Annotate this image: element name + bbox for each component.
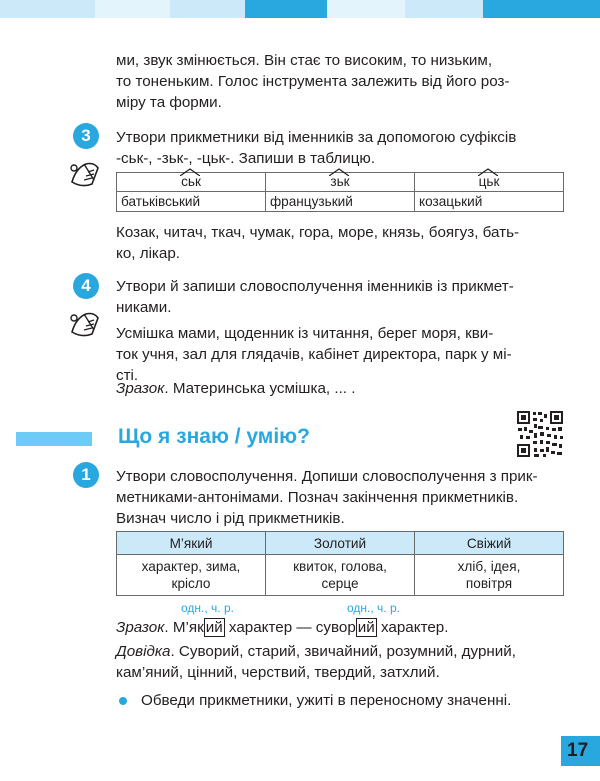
- task1-line-1: Утвори словосполучення. Допиши словосполучення з прик-: [116, 468, 538, 485]
- task4-words-line-2: ток учня, зал для глядачів, кабінет директора, парк у мі-: [116, 346, 512, 363]
- task1-hint-line-2: кам’яний, цінний, черствий, твердий, затхлий.: [116, 664, 440, 681]
- task1-hint-line-1: Довідка. Суворий, старий, звичайний, розумний, дурний,: [116, 643, 516, 660]
- task4-sample: Зразок. Материнська усмішка, ... .: [116, 380, 356, 397]
- intro-line-3: міру та форми.: [116, 94, 222, 111]
- suffix-1: -ськ-: [116, 150, 149, 167]
- task-number-1: 1: [73, 462, 99, 488]
- task1-sample: Зразок. М’як ий характер — сувор ий характер.: [116, 619, 449, 636]
- task3-line-2: -ськ-, -зьк-, -цьк-. Запиши в таблицю.: [116, 150, 376, 167]
- section-title: Що я знаю / умію?: [118, 425, 310, 448]
- antonym-table: [116, 531, 564, 596]
- table-cell: козацький: [415, 192, 564, 212]
- task4-words-line-1: Усмішка мами, щоденник із читання, берег моря, кви-: [116, 325, 494, 342]
- section-accent-bar: [16, 432, 92, 446]
- table-header: Золотий: [266, 532, 415, 555]
- qr-code-icon[interactable]: [516, 410, 564, 458]
- task1-line-3: Визнач число і рід прикметників.: [116, 510, 345, 527]
- task3-words-line-2: ко, лікар.: [116, 245, 181, 262]
- task4-line-2: никами.: [116, 299, 172, 316]
- intro-line-2: то тоненьким. Голос інструмента залежить від його роз-: [116, 73, 510, 90]
- task4-line-1: Утвори й запиши словосполучення іменників із прикмет-: [116, 278, 514, 295]
- top-color-bar: [0, 0, 600, 18]
- grammar-annotation-2: одн., ч. р.: [347, 601, 400, 615]
- grammar-annotation-1: одн., ч. р.: [181, 601, 234, 615]
- task-number-3: 3: [73, 123, 99, 149]
- table-cell: характер, зима, крісло: [117, 555, 266, 596]
- intro-line-1: ми, звук змінюється. Він стає то високим, то низьким,: [116, 52, 493, 69]
- writing-hand-icon: [66, 302, 106, 342]
- table-header: Свіжий: [415, 532, 564, 555]
- table-row: [117, 192, 564, 212]
- task-number-4: 4: [73, 273, 99, 299]
- task3-words-line-1: Козак, читач, ткач, чумак, гора, море, князь, боягуз, бать-: [116, 224, 520, 241]
- table-header-sk: ськ: [117, 173, 266, 192]
- bullet-dot: [119, 697, 127, 705]
- page-number: 17: [561, 736, 600, 766]
- task3-line-1: Утвори прикметники від іменників за допомогою суфіксів: [116, 129, 517, 146]
- table-header-tsk: цьк: [415, 173, 564, 192]
- ending-box: ий: [205, 619, 223, 636]
- table-cell: хліб, ідея, повітря: [415, 555, 564, 596]
- ending-box: ий: [357, 619, 375, 636]
- task1-bullet-text: Обведи прикметники, ужиті в переносному значенні.: [141, 692, 512, 709]
- suffix-3: -цьк-: [196, 150, 231, 167]
- table-row: [117, 555, 564, 596]
- suffix-2: -зьк-: [156, 150, 189, 167]
- table-cell: квиток, голова, серце: [266, 555, 415, 596]
- suffix-table: [116, 172, 564, 212]
- task4-words-line-3: сті.: [116, 367, 139, 384]
- writing-hand-icon: [66, 152, 106, 192]
- table-header-zk: зьк: [266, 173, 415, 192]
- task1-line-2: метниками-антонімами. Познач закінчення прикметників.: [116, 489, 519, 506]
- table-header: М’який: [117, 532, 266, 555]
- table-cell: батьківський: [117, 192, 266, 212]
- table-cell: французький: [266, 192, 415, 212]
